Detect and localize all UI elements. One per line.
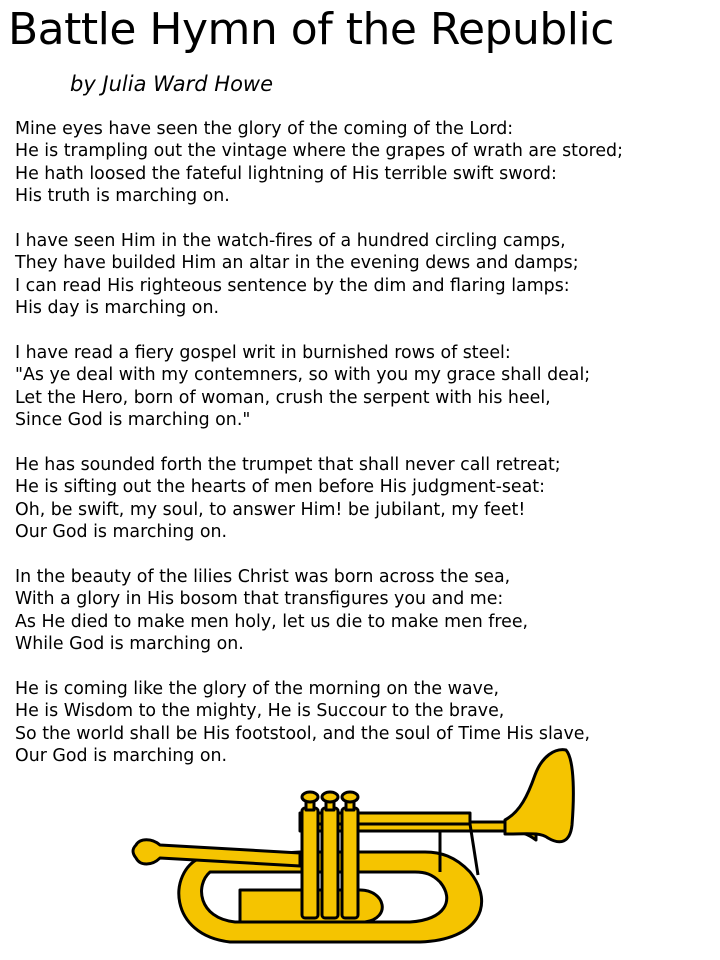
- poem-line: Our God is marching on.: [15, 745, 228, 766]
- stanza-1: [15, 118, 715, 208]
- poem-line: Let the Hero, born of woman, crush the serpent with his heel,: [15, 387, 551, 408]
- poem-line: So the world shall be His footstool, and the soul of Time His slave,: [15, 723, 590, 744]
- poem-line: Oh, be swift, my soul, to answer Him! be jubilant, my feet!: [15, 499, 526, 520]
- author-byline: by Julia Ward Howe: [70, 72, 274, 96]
- poem-line: I have seen Him in the watch-fires of a hundred circling camps,: [15, 230, 566, 251]
- poem-line: They have builded Him an altar in the evening dews and damps;: [15, 253, 579, 274]
- poem-line: His truth is marching on.: [15, 186, 230, 207]
- poem-line: He has sounded forth the trumpet that shall never call retreat;: [15, 454, 561, 475]
- poem-line: Since God is marching on.": [15, 410, 251, 431]
- poem-line: He hath loosed the fateful lightning of His terrible swift sword:: [15, 163, 557, 184]
- poem-line: He is coming like the glory of the morning on the wave,: [15, 678, 500, 699]
- poem-line: "As ye deal with my contemners, so with you my grace shall deal;: [15, 365, 591, 386]
- poem-line: His day is marching on.: [15, 298, 219, 319]
- poem-line: I have read a fiery gospel writ in burnished rows of steel:: [15, 342, 511, 363]
- poem-body: [15, 118, 715, 790]
- poem-line: Our God is marching on.: [15, 522, 228, 543]
- stanza-3: [15, 342, 715, 432]
- poem-line: He is sifting out the hearts of men before His judgment-seat:: [15, 477, 545, 498]
- trumpet-icon: [130, 745, 580, 955]
- poem-line: With a glory in His bosom that transfigures you and me:: [15, 589, 504, 610]
- poem-line: He is trampling out the vintage where the grapes of wrath are stored;: [15, 141, 623, 162]
- stanza-5: [15, 566, 715, 656]
- poem-line: He is Wisdom to the mighty, He is Succour to the brave,: [15, 701, 505, 722]
- stanza-2: [15, 230, 715, 320]
- stanza-4: [15, 454, 715, 544]
- page-title: Battle Hymn of the Republic: [8, 4, 614, 55]
- poem-line: In the beauty of the lilies Christ was born across the sea,: [15, 566, 511, 587]
- poem-line: As He died to make men holy, let us die to make men free,: [15, 611, 529, 632]
- poem-line: I can read His righteous sentence by the dim and flaring lamps:: [15, 275, 570, 296]
- poem-line: Mine eyes have seen the glory of the coming of the Lord:: [15, 119, 514, 139]
- poem-line: While God is marching on.: [15, 633, 244, 654]
